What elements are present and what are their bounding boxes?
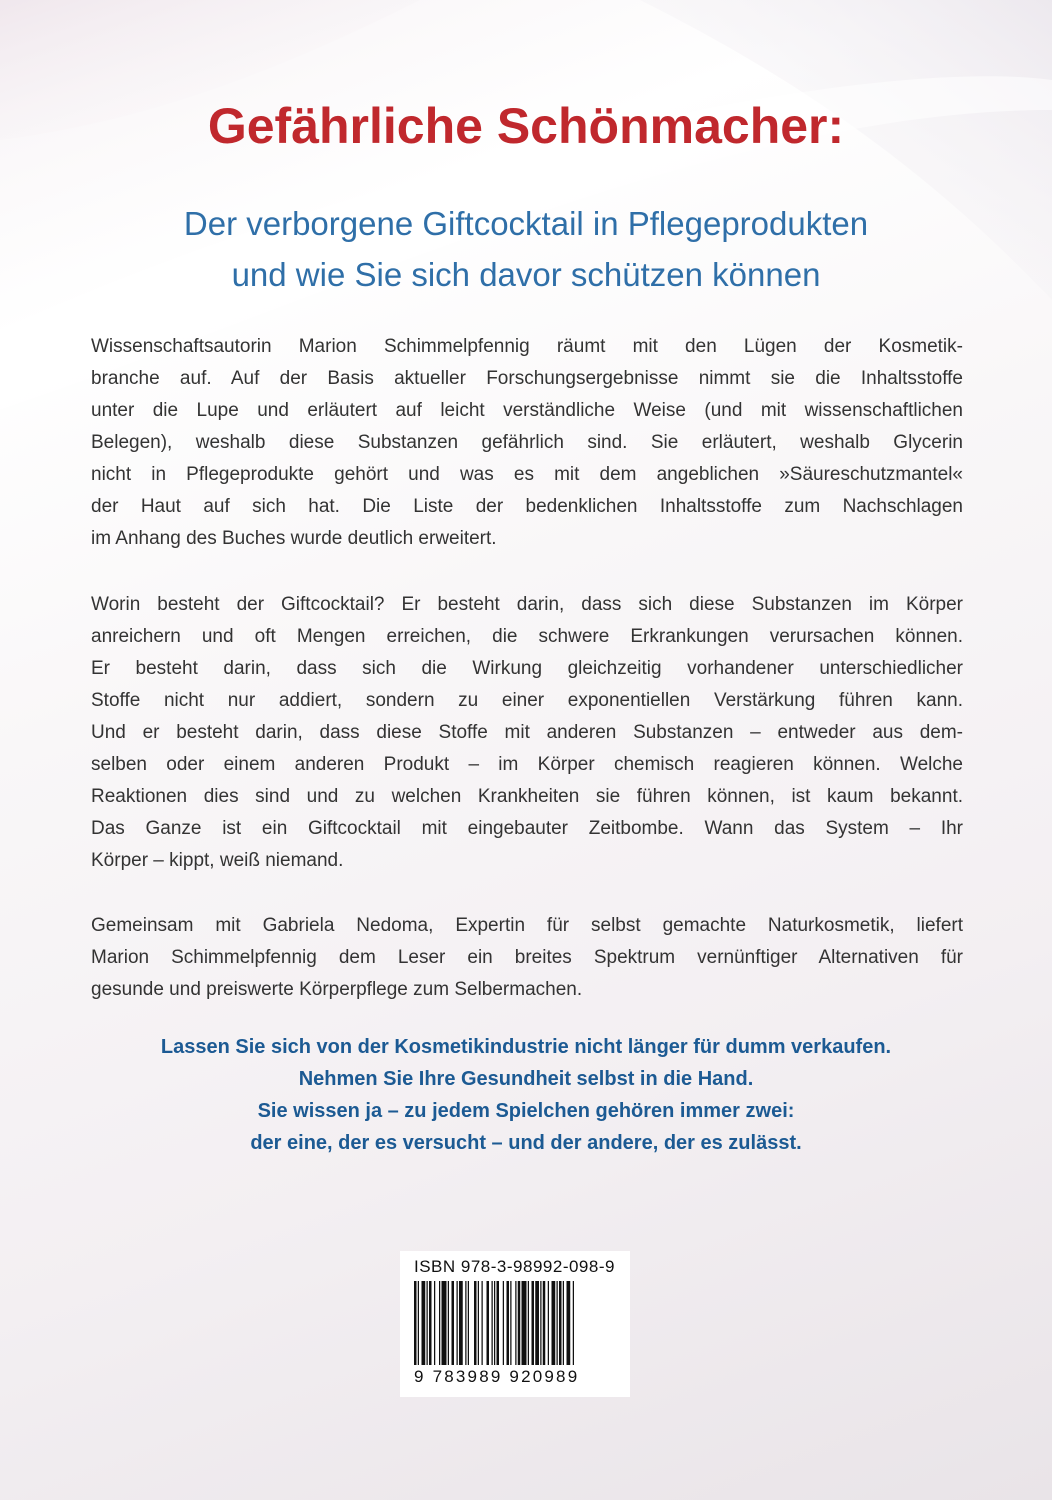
barcode-bar — [532, 1281, 535, 1365]
barcode-bar — [474, 1281, 477, 1365]
barcode-bar — [452, 1281, 455, 1365]
barcode-bar — [429, 1281, 432, 1365]
barcode-bar — [487, 1281, 490, 1365]
closing-statement — [0, 1031, 1052, 1159]
subtitle-line: Der verborgene Giftcocktail in Pflegeprodukten — [183, 205, 869, 242]
barcode-bar — [557, 1281, 558, 1365]
barcode-bar — [559, 1281, 562, 1365]
barcode-bar — [492, 1281, 493, 1365]
text-line: Reaktionen dies sind und zu welchen Krankheiten sie führen können, ist kaum bekannt. — [91, 786, 963, 807]
barcode-bar — [528, 1281, 529, 1365]
barcode-bar — [434, 1281, 435, 1365]
barcode-bar — [515, 1281, 516, 1365]
barcode-bar — [494, 1281, 495, 1365]
closing-line: der eine, der es versucht – und der andere, der es zulässt. — [250, 1132, 802, 1154]
isbn-label: ISBN 978-3-98992-098-9 — [414, 1257, 615, 1276]
text-line: Worin besteht der Giftcocktail? Er besteht darin, dass sich diese Substanzen im Körper — [91, 594, 963, 615]
barcode-bar — [540, 1281, 541, 1365]
isbn-barcode — [400, 1251, 630, 1397]
barcode-bar — [507, 1281, 510, 1365]
text-line: anreichern und oft Mengen erreichen, die schwere Erkrankungen verursachen können. — [91, 626, 963, 647]
barcode-bar — [548, 1281, 549, 1365]
barcode-bar — [518, 1281, 521, 1365]
text-line: Gemeinsam mit Gabriela Nedoma, Expertin für selbst gemachte Naturkosmetik, liefert — [91, 915, 963, 936]
barcode-bar — [535, 1281, 539, 1365]
barcode-bar — [552, 1281, 556, 1365]
barcode-bar — [478, 1281, 479, 1365]
barcode-bar — [448, 1281, 449, 1365]
barcode-bars — [412, 1281, 618, 1367]
text-line: branche auf. Auf der Basis aktueller Forschungsergebnisse nimmt sie die Inhaltsstoffe — [91, 368, 963, 389]
barcode-bar — [414, 1281, 417, 1365]
text-line: nicht in Pflegeprodukte gehört und was es mit dem angeblichen »Säureschutzmantel« — [91, 464, 963, 485]
closing-line: Nehmen Sie Ihre Gesundheit selbst in die Hand. — [298, 1068, 754, 1090]
barcode-bar — [439, 1281, 440, 1365]
text-line: Das Ganze ist ein Giftcocktail mit eingebauter Zeitbombe. Wann das System – Ihr — [91, 818, 963, 839]
text-line: Körper – kippt, weiß niemand. — [91, 850, 344, 871]
subtitle-line: und wie Sie sich davor schützen können — [231, 256, 821, 293]
closing-line: Lassen Sie sich von der Kosmetikindustrie nicht länger für dumm verkaufen. — [160, 1036, 892, 1058]
text-line: im Anhang des Buches wurde deutlich erweitert. — [91, 528, 497, 549]
text-line: Wissenschaftsautorin Marion Schimmelpfennig räumt mit den Lügen der Kosmetik- — [91, 336, 963, 357]
barcode-bar — [457, 1281, 458, 1365]
text-line: Belegen), weshalb diese Substanzen gefährlich sind. Sie erläutert, weshalb Glycerin — [91, 432, 963, 453]
barcode-bar — [422, 1281, 426, 1365]
text-line: Marion Schimmelpfennig dem Leser ein breites Spektrum vernünftiger Alternativen für — [91, 947, 963, 968]
barcode-bar — [522, 1281, 527, 1365]
description-paragraph-1 — [91, 331, 963, 555]
barcode-bar — [567, 1281, 571, 1365]
text-line: selben oder einem anderen Produkt – im Körper chemisch reagieren können. Welche — [91, 754, 963, 775]
barcode-bar — [468, 1281, 469, 1365]
barcode-bar — [482, 1281, 483, 1365]
closing-line: Sie wissen ja – zu jedem Spielchen gehören immer zwei: — [257, 1100, 795, 1122]
text-line: Und er besteht darin, dass diese Stoffe mit anderen Substanzen – entweder aus dem- — [91, 722, 963, 743]
barcode-bar — [418, 1281, 419, 1365]
barcode-bar — [563, 1281, 564, 1365]
barcode-bar — [497, 1281, 500, 1365]
text-line: Er besteht darin, dass sich die Wirkung gleichzeitig vorhandener unterschiedlicher — [91, 658, 963, 679]
text-line: gesunde und preiswerte Körperpflege zum Selbermachen. — [91, 979, 583, 1000]
barcode-bar — [427, 1281, 428, 1365]
book-title: Gefährliche Schönmacher: — [207, 98, 845, 154]
barcode-bar — [459, 1281, 463, 1365]
barcode-bar — [465, 1281, 466, 1365]
barcode-bar — [573, 1281, 574, 1365]
text-line: unter die Lupe und erläutert auf leicht verständliche Weise (und mit wissenschaftlichen — [91, 400, 963, 421]
description-paragraph-2 — [91, 589, 963, 877]
barcode-bar — [442, 1281, 447, 1365]
barcode-bar — [503, 1281, 504, 1365]
text-line: der Haut auf sich hat. Die Liste der bedenklichen Inhaltsstoffe zum Nachschlagen — [91, 496, 963, 517]
barcode-bar — [543, 1281, 546, 1365]
book-subtitle — [0, 198, 1052, 300]
barcode-digits: 9 783989 920989 — [414, 1367, 580, 1386]
description-paragraph-3 — [91, 910, 963, 1006]
barcode-bar — [510, 1281, 511, 1365]
text-line: Stoffe nicht nur addiert, sondern zu einer exponentiellen Verstärkung führen kann. — [91, 690, 963, 711]
